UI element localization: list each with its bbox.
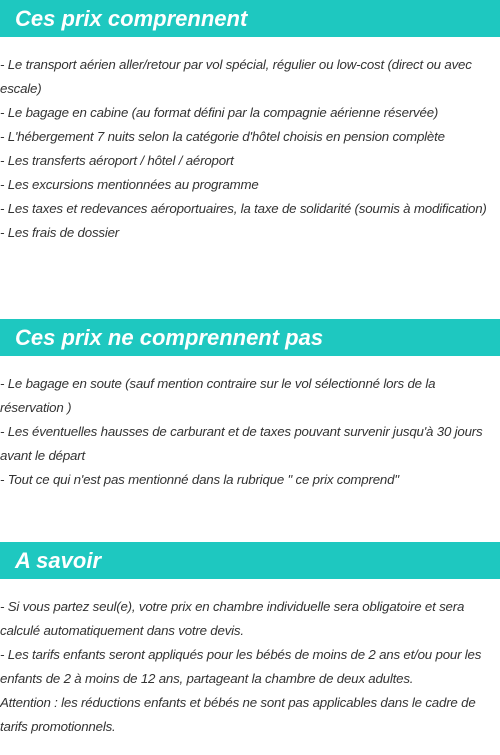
list-item: - Les éventuelles hausses de carburant et de taxes pouvant survenir jusqu'à 30 jours avant le départ bbox=[0, 424, 483, 463]
not-included-list bbox=[0, 372, 500, 492]
list-item: - Si vous partez seul(e), votre prix en chambre individuelle sera obligatoire et sera calculé automatiquement dans votre devis. bbox=[0, 599, 465, 638]
section-header-included bbox=[0, 0, 500, 37]
list-item: - Les taxes et redevances aéroportuaires, la taxe de solidarité (soumis à modification) bbox=[0, 201, 487, 216]
section-header-not-included bbox=[0, 319, 500, 356]
section-title-included: Ces prix comprennent bbox=[15, 6, 248, 31]
to-know-list bbox=[0, 595, 500, 739]
list-item: - Le transport aérien aller/retour par vol spécial, régulier ou low-cost (direct ou avec escale) bbox=[0, 57, 472, 96]
section-header-to-know bbox=[0, 542, 500, 579]
list-item: - Le bagage en soute (sauf mention contraire sur le vol sélectionné lors de la réservation ) bbox=[0, 376, 436, 415]
list-item: - L'hébergement 7 nuits selon la catégorie d'hôtel choisis en pension complète bbox=[0, 129, 445, 144]
included-list bbox=[0, 53, 500, 245]
list-item: - Les tarifs enfants seront appliqués pour les bébés de moins de 2 ans et/ou pour les enfants de 2 à moins de 12 ans, partageant la chambre de deux adultes. bbox=[0, 647, 482, 686]
list-item: Attention : les réductions enfants et bébés ne sont pas applicables dans le cadre de tarifs promotionnels. bbox=[0, 695, 476, 734]
list-item: - Les frais de dossier bbox=[0, 225, 120, 240]
section-title-not-included: Ces prix ne comprennent pas bbox=[15, 325, 324, 350]
list-item: - Les transferts aéroport / hôtel / aéroport bbox=[0, 153, 234, 168]
list-item: - Le bagage en cabine (au format défini par la compagnie aérienne réservée) bbox=[0, 105, 439, 120]
section-title-to-know: A savoir bbox=[15, 548, 102, 573]
list-item: - Tout ce qui n'est pas mentionné dans la rubrique " ce prix comprend" bbox=[0, 472, 399, 487]
list-item: - Les excursions mentionnées au programme bbox=[0, 177, 259, 192]
